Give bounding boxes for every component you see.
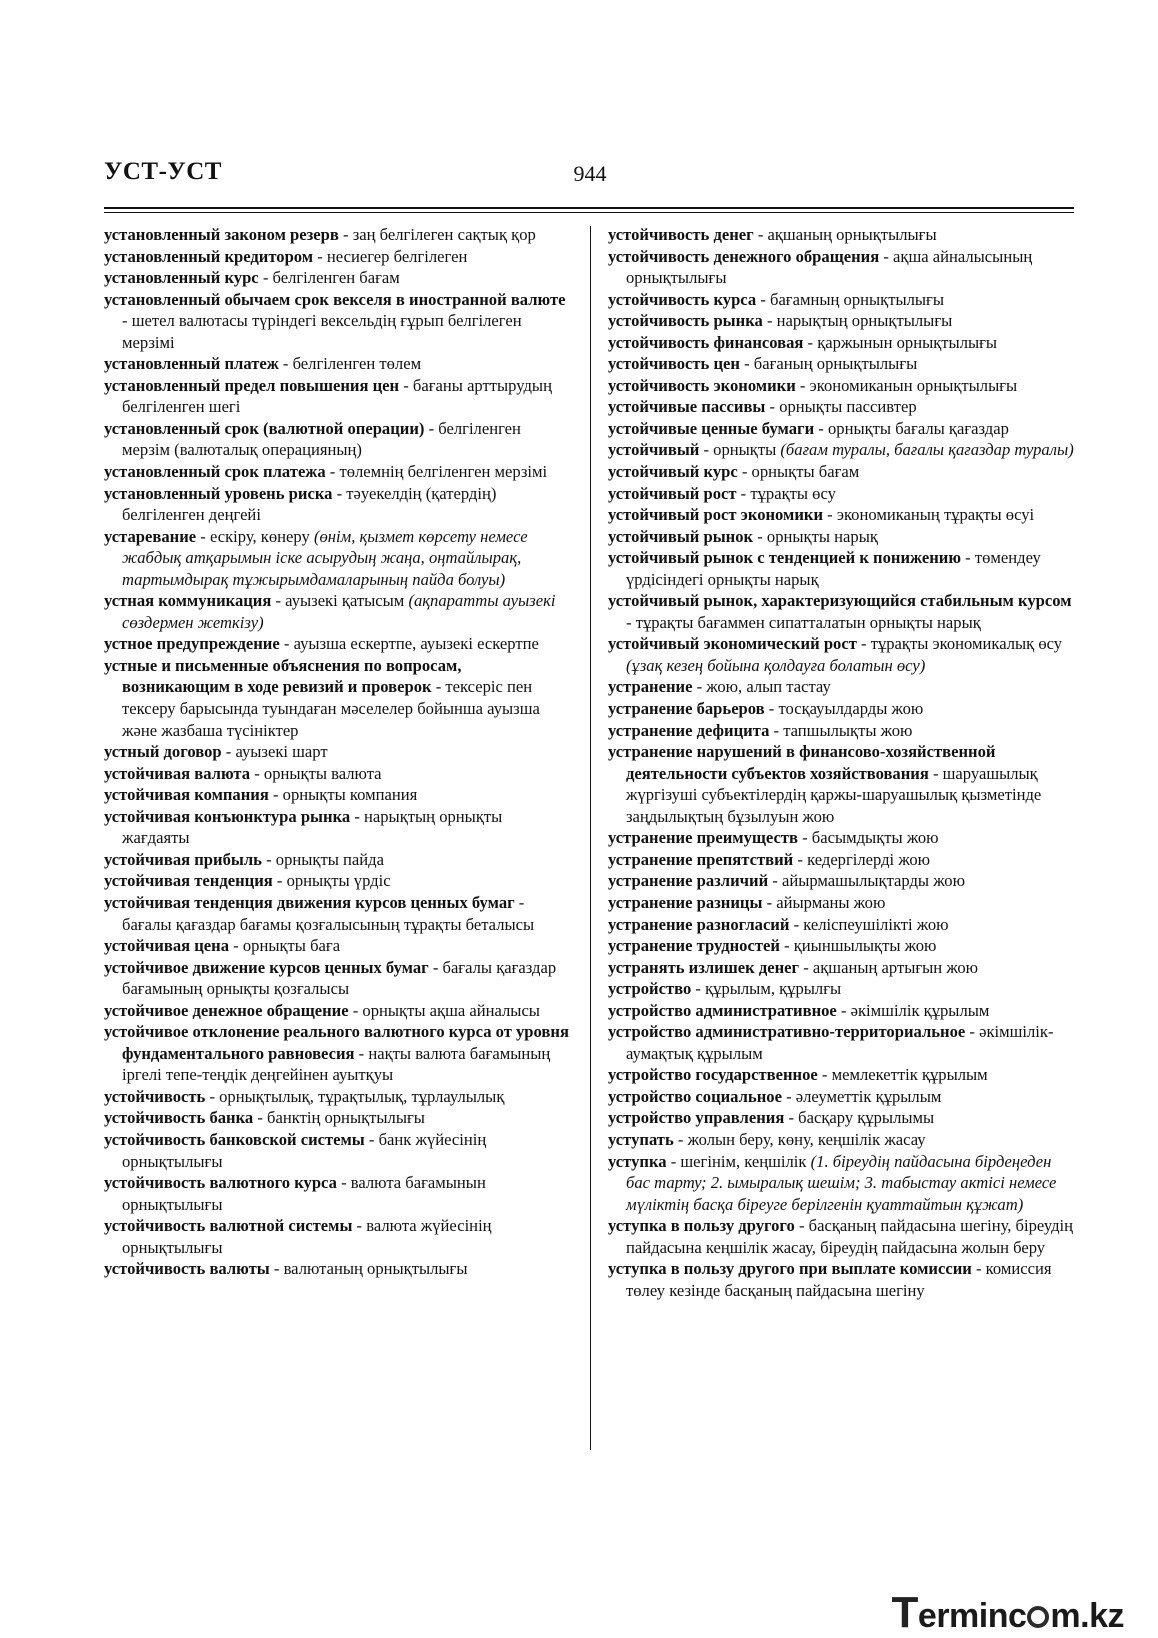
entry-term: уступка в пользу другого при выплате комиссии bbox=[608, 1259, 972, 1279]
entry-term: устранять излишек денег bbox=[608, 957, 800, 977]
dictionary-entry bbox=[608, 1258, 1074, 1301]
entry-term: устойчивый рынок с тенденцией к понижению bbox=[608, 548, 962, 568]
entry-separator: - bbox=[753, 225, 768, 244]
entry-term: устройство административно-территориальное bbox=[608, 1022, 966, 1042]
entry-separator: - bbox=[762, 892, 777, 912]
entry-note: (өнім, қызмет көрсету немесе жабдық атқарымын іске асырудың жаңа, оңтайлырақ, тартымдырақ тұжырымдамаларының пайда болуы) bbox=[122, 526, 528, 589]
entry-separator: - bbox=[399, 375, 413, 395]
entry-definition: әкімшілік-аумақтық құрылым bbox=[626, 1022, 1054, 1063]
entry-term: устойчивый курс bbox=[608, 462, 738, 482]
entry-term: устойчивое денежное обращение bbox=[104, 1000, 349, 1020]
entry-term: устранение препятствий bbox=[608, 849, 794, 869]
dictionary-entry bbox=[104, 1172, 570, 1215]
entry-separator: - bbox=[364, 1129, 379, 1149]
entry-separator: - bbox=[514, 892, 525, 912]
entry-definition: орнықтылық, тұрақтылық, тұрлаулылық bbox=[219, 1086, 505, 1106]
dictionary-entry bbox=[608, 1000, 1074, 1022]
dictionary-entry bbox=[104, 655, 570, 741]
entry-definition: тұрақты экономикалық өсу bbox=[870, 634, 1063, 654]
entry-term: устранение различий bbox=[608, 871, 769, 891]
entry-definition: орнықты валюта bbox=[263, 763, 382, 783]
entry-definition: әкімшілік құрылым bbox=[850, 1000, 990, 1020]
dictionary-entry bbox=[104, 246, 570, 268]
entry-separator: - bbox=[692, 677, 707, 697]
entry-definition: нарықтың орнықтылығы bbox=[776, 311, 953, 331]
dictionary-entry bbox=[608, 483, 1074, 505]
entry-definition: қиыншылықты жою bbox=[793, 936, 937, 956]
entry-term: устойчивость банка bbox=[104, 1108, 254, 1128]
entry-definition: басымдықты жою bbox=[811, 828, 939, 848]
entry-definition: заң белгілеген сақтық қор bbox=[352, 225, 536, 244]
entry-definition: бағалы қағаздар бағамының орнықты қозғалысы bbox=[122, 957, 557, 999]
entry-term: устойчивое движение курсов ценных бумаг bbox=[104, 957, 429, 977]
entry-separator: - bbox=[229, 936, 243, 956]
entry-separator: - bbox=[253, 1108, 268, 1128]
entry-separator: - bbox=[352, 1216, 367, 1236]
dictionary-entry bbox=[608, 676, 1074, 698]
entry-term: устойчивость финансовая bbox=[608, 332, 804, 352]
entry-separator: - bbox=[762, 311, 777, 331]
entry-note: (ұзақ кезең бойына қолдауға болатын өсу) bbox=[626, 655, 926, 675]
entry-definition: тексеріс пен тексеру барысында туындаған мәселелер бойынша ауызша және жазбаша түсініктер bbox=[122, 677, 540, 740]
entry-definition: белгіленген төлем bbox=[292, 354, 422, 374]
dictionary-entry bbox=[104, 763, 570, 785]
entry-definition: әлеуметтік құрылым bbox=[795, 1086, 942, 1106]
entry-definition: валюта бағамынын орнықтылығы bbox=[122, 1173, 486, 1214]
entry-separator: - bbox=[856, 634, 871, 654]
entry-separator: - bbox=[205, 1086, 220, 1106]
column-divider bbox=[590, 226, 591, 1450]
entry-separator: - bbox=[424, 418, 439, 438]
entry-definition: валютаның орнықтылығы bbox=[283, 1259, 468, 1279]
entry-definition: комиссия төлеу кезінде басқаның пайдасына шегіну bbox=[626, 1259, 1052, 1300]
dictionary-entry bbox=[104, 1129, 570, 1172]
entry-separator: - bbox=[769, 720, 784, 740]
entry-separator: - bbox=[784, 1108, 799, 1128]
dictionary-entry bbox=[608, 741, 1074, 827]
header-rule-thin bbox=[104, 212, 1074, 213]
entry-definition: орнықты пайда bbox=[275, 849, 384, 869]
entry-note: (бағам туралы, бағалы қағаздар туралы) bbox=[780, 440, 1074, 460]
dictionary-entry bbox=[104, 289, 570, 354]
entry-separator: - bbox=[268, 785, 283, 805]
dictionary-entry bbox=[104, 418, 570, 461]
dictionary-entry bbox=[608, 526, 1074, 548]
entry-definition: айырманы жою bbox=[776, 892, 886, 912]
entry-separator: - bbox=[221, 742, 236, 762]
entry-term: устойчивая конъюнктура рынка bbox=[104, 806, 351, 826]
dictionary-entry bbox=[104, 590, 570, 633]
entry-term: устройство административное bbox=[608, 1000, 837, 1020]
entry-term: устаревание bbox=[104, 526, 197, 546]
entry-term: установленный платеж bbox=[104, 354, 279, 374]
entry-separator: - bbox=[971, 1259, 986, 1279]
dictionary-entry bbox=[104, 375, 570, 418]
right-column bbox=[608, 224, 1074, 1301]
dictionary-entry bbox=[608, 375, 1074, 397]
entry-separator: - bbox=[261, 849, 276, 869]
dictionary-entry bbox=[104, 957, 570, 1000]
dictionary-entry bbox=[608, 289, 1074, 311]
entry-term: устойчивое отклонение реального валютного курса от уровня фундаментального равновесия bbox=[104, 1022, 569, 1063]
entry-definition: ауызекі қатысым bbox=[285, 591, 409, 611]
entry-definition: банк жүйесінің орнықтылығы bbox=[122, 1129, 487, 1171]
entry-separator: - bbox=[764, 699, 779, 719]
termincom-logo: Terminc m.kz bbox=[891, 1588, 1124, 1637]
entry-term: устный договор bbox=[104, 742, 222, 762]
entry-term: устойчивый рост bbox=[608, 483, 737, 503]
entry-note: (1. біреудің пайдасына бірдеңеден бас тарту; 2. ымыралық шешім; 3. табыстау актісі немесе мүліктің басқа біреуге берілгенін қуаттайтын құжат) bbox=[626, 1151, 1057, 1214]
entry-term: установленный обычаем срок векселя в иностранной валюте bbox=[104, 289, 566, 309]
dictionary-entry bbox=[608, 590, 1074, 633]
dictionary-entry bbox=[608, 1129, 1074, 1151]
entry-term: устойчивые пассивы bbox=[608, 397, 766, 417]
entry-separator: - bbox=[789, 914, 804, 934]
dictionary-entry bbox=[104, 483, 570, 526]
entry-definition: бағаны арттырудың белгіленген шегі bbox=[122, 375, 552, 417]
entry-definition: несиегер белгілеген bbox=[326, 246, 468, 266]
entry-separator: - bbox=[325, 462, 340, 482]
entry-separator: - bbox=[836, 1000, 851, 1020]
entry-definition: жою, алып тастау bbox=[706, 677, 831, 697]
entry-term: устойчивый рынок bbox=[608, 526, 754, 546]
entry-term: устройство bbox=[608, 979, 692, 999]
entry-definition: шегінім, кеңшілік bbox=[680, 1151, 811, 1171]
entry-separator: - bbox=[768, 871, 782, 891]
entry-definition: орнықты bbox=[713, 440, 781, 460]
dictionary-entry bbox=[608, 1021, 1074, 1064]
dictionary-entry bbox=[608, 353, 1074, 375]
dictionary-entry bbox=[104, 267, 570, 289]
running-head: УСТ-УСТ bbox=[104, 158, 222, 185]
entry-definition: тосқауылдарды жою bbox=[778, 699, 924, 719]
entry-separator: - bbox=[795, 375, 810, 395]
entry-definition: бағамның орнықтылығы bbox=[770, 289, 945, 309]
entry-definition: белгіленген мерзім (валюталық операцияның) bbox=[122, 418, 521, 460]
dictionary-entry bbox=[104, 741, 570, 763]
dictionary-entry bbox=[608, 332, 1074, 354]
entry-definition: орнықты компания bbox=[282, 785, 418, 805]
entry-term: устойчивость курса bbox=[608, 289, 757, 309]
entry-term: устойчивость bbox=[104, 1086, 206, 1106]
entry-definition: тұрақты бағаммен сипатталатын орнықты нарық bbox=[635, 612, 981, 632]
dictionary-entry bbox=[608, 914, 1074, 936]
dictionary-entry bbox=[608, 892, 1074, 914]
entry-term: устойчивый рынок, характеризующийся стабильным курсом bbox=[608, 591, 1072, 611]
entry-term: устойчивость рынка bbox=[608, 311, 763, 331]
entry-separator: - bbox=[765, 397, 780, 417]
entry-definition: орнықты бағалы қағаздар bbox=[827, 418, 1009, 438]
entry-separator: - bbox=[666, 1151, 681, 1171]
entry-definition: мемлекеттік құрылым bbox=[831, 1065, 988, 1085]
entry-separator: - bbox=[272, 871, 287, 891]
entry-term: устранение разногласий bbox=[608, 914, 790, 934]
entry-separator: - bbox=[736, 483, 751, 503]
dictionary-entry bbox=[608, 461, 1074, 483]
entry-term: установленный кредитором bbox=[104, 246, 314, 266]
entry-definition: банктің орнықтылығы bbox=[267, 1108, 425, 1128]
entry-definition: ақшаның артығын жою bbox=[812, 957, 979, 977]
dictionary-entry bbox=[608, 720, 1074, 742]
entry-separator: - bbox=[794, 1216, 809, 1236]
entry-definition: басқару құрылымы bbox=[798, 1108, 935, 1128]
entry-term: устойчивость валюты bbox=[104, 1259, 270, 1279]
header-rule bbox=[104, 207, 1074, 209]
entry-term: уступать bbox=[608, 1129, 674, 1149]
entry-separator: - bbox=[739, 354, 754, 374]
dictionary-entry bbox=[608, 547, 1074, 590]
entry-term: устойчивый bbox=[608, 440, 700, 460]
dictionary-entry bbox=[608, 396, 1074, 418]
entry-definition: жолын беру, көну, кеңшілік жасау bbox=[687, 1129, 926, 1149]
entry-term: установленный уровень риска bbox=[104, 483, 333, 503]
entry-separator: - bbox=[817, 1065, 832, 1085]
entry-definition: орнықты баға bbox=[242, 936, 341, 956]
dictionary-entry bbox=[104, 1107, 570, 1129]
entry-separator: - bbox=[756, 289, 770, 309]
entry-term: устойчивость денег bbox=[608, 225, 754, 244]
entry-separator: - bbox=[779, 936, 794, 956]
entry-separator: - bbox=[271, 591, 286, 611]
entry-separator: - bbox=[122, 311, 132, 331]
entry-definition: ауызша ескертпе, ауызекі ескертпе bbox=[293, 634, 539, 654]
entry-definition: айырмашылықтарды жою bbox=[781, 871, 965, 891]
entry-term: устройство государственное bbox=[608, 1065, 818, 1085]
entry-separator: - bbox=[793, 849, 808, 869]
left-column bbox=[104, 224, 570, 1280]
dictionary-entry bbox=[104, 870, 570, 892]
entry-term: уступка bbox=[608, 1151, 667, 1171]
entry-term: устойчивая тенденция движения курсов ценных бумаг bbox=[104, 892, 515, 912]
entry-term: установленный курс bbox=[104, 268, 259, 288]
dictionary-entry bbox=[608, 1107, 1074, 1129]
dictionary-entry bbox=[608, 849, 1074, 871]
entry-separator: - bbox=[691, 979, 706, 999]
dictionary-entry bbox=[608, 935, 1074, 957]
entry-separator: - bbox=[313, 246, 327, 266]
entry-separator: - bbox=[278, 354, 293, 374]
entry-definition: шетел валютасы түріндегі вексельдің ғұрып белгілеген мерзімі bbox=[122, 311, 522, 352]
dictionary-entry bbox=[608, 224, 1074, 246]
entry-definition: нақты валюта бағамының іргелі тепе-теңдік деңгейінен ауытқуы bbox=[122, 1043, 551, 1085]
entry-separator: - bbox=[823, 505, 837, 525]
dictionary-entry bbox=[104, 892, 570, 935]
dictionary-entry bbox=[104, 1086, 570, 1108]
entry-separator: - bbox=[338, 225, 353, 244]
entry-separator: - bbox=[737, 462, 752, 482]
entry-separator: - bbox=[332, 483, 347, 503]
logo-circle-icon bbox=[1027, 1606, 1049, 1628]
dictionary-entry bbox=[608, 1086, 1074, 1108]
dictionary-entry bbox=[104, 1000, 570, 1022]
entry-term: устранение трудностей bbox=[608, 936, 780, 956]
entry-separator: - bbox=[673, 1129, 688, 1149]
entry-term: устойчивость банковской системы bbox=[104, 1129, 365, 1149]
entry-separator: - bbox=[279, 634, 294, 654]
entry-definition: ескіру, көнеру bbox=[209, 526, 314, 546]
entry-term: уступка в пользу другого bbox=[608, 1216, 795, 1236]
entry-term: устойчивость экономики bbox=[608, 375, 796, 395]
entry-term: устранение дефицита bbox=[608, 720, 770, 740]
entry-definition: басқаның пайдасына шегіну, біреудің пайдасына кеңшілік жасау, біреудің пайдасына жолын беру bbox=[626, 1216, 1074, 1257]
dictionary-entry bbox=[608, 418, 1074, 440]
dictionary-entry bbox=[608, 870, 1074, 892]
entry-term: устройство управления bbox=[608, 1108, 785, 1128]
dictionary-entry bbox=[608, 439, 1074, 461]
entry-definition: ауызекі шарт bbox=[235, 742, 328, 762]
entry-definition: экономиканын орнықтылығы bbox=[809, 375, 1018, 395]
entry-definition: төлемнің белгіленген мерзімі bbox=[339, 462, 548, 482]
entry-term: устойчивая цена bbox=[104, 936, 230, 956]
dictionary-entry bbox=[608, 978, 1074, 1000]
entry-term: установленный срок платежа bbox=[104, 462, 326, 482]
entry-definition: орнықты нарық bbox=[766, 526, 878, 546]
entry-term: устойчивый экономический рост bbox=[608, 634, 857, 654]
entry-definition: белгіленген бағам bbox=[272, 268, 400, 288]
entry-definition: тұрақты өсу bbox=[750, 483, 836, 503]
entry-term: устная коммуникация bbox=[104, 591, 272, 611]
dictionary-entry bbox=[104, 1021, 570, 1086]
entry-definition: орнықты ақша айналысы bbox=[362, 1000, 540, 1020]
entry-definition: нарықтың орнықты жағдаяты bbox=[122, 806, 503, 848]
dictionary-entry bbox=[608, 698, 1074, 720]
entry-term: устойчивость цен bbox=[608, 354, 740, 374]
dictionary-entry bbox=[104, 1258, 570, 1280]
entry-term: устранение нарушений в финансово-хозяйственной деятельности субъектов хозяйствования bbox=[608, 742, 996, 783]
entry-definition: экономиканың тұрақты өсуі bbox=[836, 505, 1035, 525]
dictionary-entry bbox=[104, 1215, 570, 1258]
dictionary-entry bbox=[104, 784, 570, 806]
entry-term: устойчивые ценные бумаги bbox=[608, 418, 815, 438]
entry-separator: - bbox=[354, 1043, 369, 1063]
entry-separator: - bbox=[258, 268, 273, 288]
entry-term: устройство социальное bbox=[608, 1086, 782, 1106]
entry-definition: тапшылықты жою bbox=[783, 720, 913, 740]
entry-separator: - bbox=[196, 526, 210, 546]
entry-definition: кедергілерді жою bbox=[807, 849, 931, 869]
entry-note: (ақпаратты ауызекі сөздермен жеткізу) bbox=[122, 591, 556, 632]
entry-term: установленный предел повышения цен bbox=[104, 375, 400, 395]
entry-term: устойчивый рост экономики bbox=[608, 505, 824, 525]
entry-separator: - bbox=[350, 806, 365, 826]
entry-separator: - bbox=[250, 763, 264, 783]
entry-definition: шаруашылық жүргізуші субъектілердің қаржы-шаруашылық қызметінде заңдылықтың бұзылуын жою bbox=[626, 763, 1042, 826]
entry-separator: - bbox=[803, 332, 818, 352]
dictionary-entry bbox=[608, 1064, 1074, 1086]
entry-term: устранение барьеров bbox=[608, 699, 765, 719]
dictionary-entry bbox=[608, 633, 1074, 676]
entry-separator: - bbox=[965, 1022, 980, 1042]
dictionary-entry bbox=[104, 935, 570, 957]
entry-definition: келіспеушілікті жою bbox=[803, 914, 949, 934]
entry-term: устранение разницы bbox=[608, 892, 763, 912]
entry-separator: - bbox=[781, 1086, 796, 1106]
entry-term: устойчивая валюта bbox=[104, 763, 251, 783]
entry-separator: - bbox=[814, 418, 828, 438]
dictionary-entry bbox=[608, 246, 1074, 289]
dictionary-entry bbox=[104, 849, 570, 871]
entry-term: устойчивая тенденция bbox=[104, 871, 273, 891]
dictionary-entry bbox=[104, 526, 570, 591]
dictionary-entry bbox=[104, 806, 570, 849]
dictionary-entry bbox=[608, 827, 1074, 849]
entry-definition: валюта жүйесінің орнықтылығы bbox=[122, 1216, 492, 1257]
dictionary-entry bbox=[608, 957, 1074, 979]
entry-term: устойчивость валютного курса bbox=[104, 1173, 337, 1193]
entry-separator: - bbox=[699, 440, 714, 460]
entry-term: устойчивость валютной системы bbox=[104, 1216, 353, 1236]
dictionary-entry bbox=[608, 1151, 1074, 1216]
entry-separator: - bbox=[879, 246, 894, 266]
entry-separator: - bbox=[799, 957, 813, 977]
entry-definition: қаржынын орнықтылығы bbox=[817, 332, 998, 352]
entry-separator: - bbox=[753, 526, 767, 546]
entry-definition: бағаның орнықтылығы bbox=[753, 354, 918, 374]
entry-separator: - bbox=[797, 828, 812, 848]
entry-separator: - bbox=[928, 763, 943, 783]
entry-separator: - bbox=[626, 612, 636, 632]
entry-separator: - bbox=[336, 1173, 351, 1193]
dictionary-entry bbox=[104, 224, 570, 246]
dictionary-entry bbox=[608, 1215, 1074, 1258]
entry-term: установленный законом резерв bbox=[104, 225, 339, 244]
page-number: 944 bbox=[573, 161, 607, 186]
entry-definition: ақшаның орнықтылығы bbox=[767, 225, 937, 244]
entry-definition: төмендеу үрдісіндегі орнықты нарық bbox=[626, 548, 1041, 589]
entry-term: устойчивая компания bbox=[104, 785, 269, 805]
dictionary-entry bbox=[608, 504, 1074, 526]
dictionary-entry bbox=[104, 353, 570, 375]
entry-term: устранение bbox=[608, 677, 693, 697]
entry-definition: тәуекелдің (қатердің) белгіленген деңгейі bbox=[122, 483, 497, 525]
entry-definition: ақша айналысының орнықтылығы bbox=[626, 246, 1033, 288]
entry-term: устранение преимуществ bbox=[608, 828, 798, 848]
entry-definition: орнықты пассивтер bbox=[779, 397, 917, 417]
entry-term: устные и письменные объяснения по вопросам, возникающим в ходе ревизий и проверок bbox=[104, 655, 462, 697]
entry-definition: орнықты бағам bbox=[751, 462, 860, 482]
dictionary-entry bbox=[104, 633, 570, 655]
dictionary-entry bbox=[104, 461, 570, 483]
entry-separator: - bbox=[348, 1000, 363, 1020]
entry-term: установленный срок (валютной операции) bbox=[104, 418, 425, 438]
entry-separator: - bbox=[428, 957, 443, 977]
entry-separator: - bbox=[431, 677, 446, 697]
entry-term: устойчивость денежного обращения bbox=[608, 246, 880, 266]
entry-term: устное предупреждение bbox=[104, 634, 280, 654]
entry-term: устойчивая прибыль bbox=[104, 849, 262, 869]
entry-separator: - bbox=[269, 1259, 284, 1279]
entry-definition: орнықты үрдіс bbox=[286, 871, 391, 891]
entry-definition: құрылым, құрылғы bbox=[705, 979, 842, 999]
entry-definition: бағалы қағаздар бағамы қозғалысының тұрақты беталысы bbox=[122, 914, 535, 934]
dictionary-entry bbox=[608, 310, 1074, 332]
entry-separator: - bbox=[961, 548, 975, 568]
